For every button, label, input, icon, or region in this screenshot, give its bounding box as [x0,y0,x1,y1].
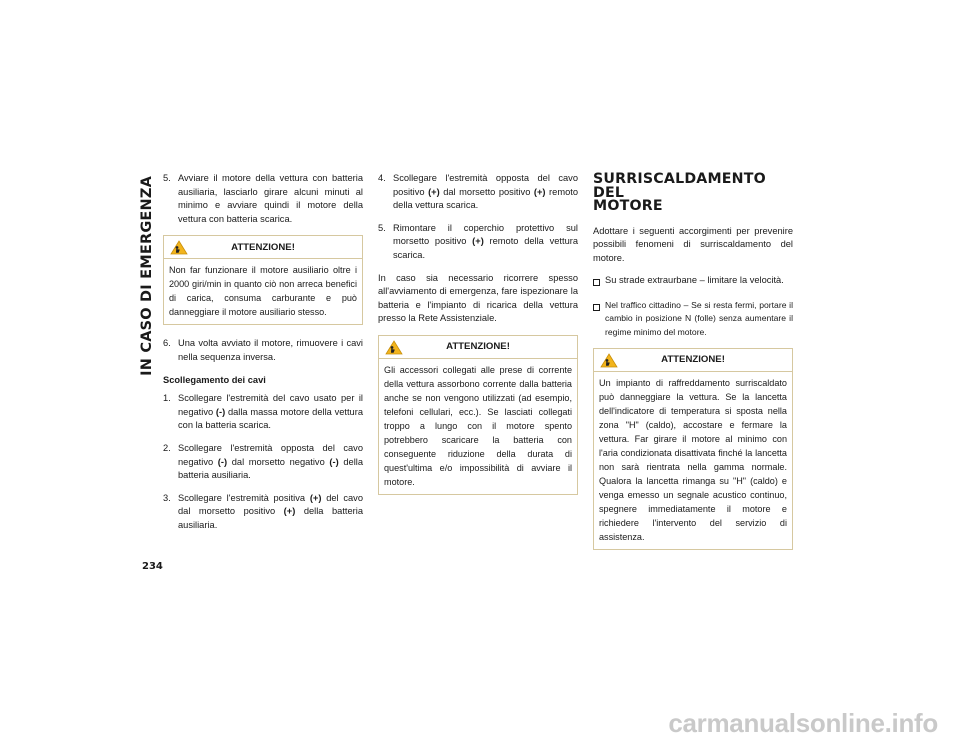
page-number: 234 [142,561,163,572]
section-title: SURRISCALDAMENTO DEL MOTORE [593,171,766,214]
intro-paragraph: Adottare i seguenti accorgimenti per prevenire possibili fenomeni di surriscaldamento del motore. [593,225,793,263]
warning-box-accessories [378,335,578,495]
step-5: 5. Avviare il motore della vettura con batteria ausiliaria, lasciarlo girare alcuni minuti al minimo e avviare quindi il motore della vettura con batteria scarica. [163,173,363,224]
warning-title: ATTENZIONE! [446,341,510,353]
disconnect-step-3: 3. Scollegare l'estremità positiva (+) del cavo dal morsetto positivo (+) della batteria ausiliaria. [163,492,363,530]
warning-body: Gli accessori collegati alle prese di corrente della vettura assorbono corrente dalla batteria anche se non vengono utilizzati (ad esempio, telefoni cellulari, ecc.). Se lasciati collegati troppo a lungo con il motore spento potrebbero scaricare la batteria con conseguente riduzione della durata di quest'ultima e/o impossibilità di avviare il motore. [384,364,572,487]
step-6: 6. Una volta avviato il motore, rimuovere i cavi nella sequenza inversa. [163,338,363,362]
warning-header [379,336,577,359]
warning-triangle-icon [385,340,403,355]
section-label: IN CASO DI EMERGENZA [139,176,155,376]
warning-title: ATTENZIONE! [231,241,295,253]
bullet-item: Su strade extraurbane – limitare la velocità. [593,274,793,291]
disconnect-step-2: 2. Scollegare l'estremità opposta del cavo negativo (-) dal morsetto negativo (-) della batteria ausiliaria. [163,442,363,481]
column-2 [378,172,578,507]
warning-box-rpm [163,235,363,325]
subheading-disconnect: Scollegamento dei cavi [163,374,266,385]
section-sidebar [138,176,156,566]
warning-triangle-icon [600,353,618,368]
warning-box-overheating [593,348,793,550]
column-3 [593,172,793,562]
bullet-item: Nel traffico cittadino – Se si resta fermi, portare il cambio in posizione N (folle) senza aumentare il regime minimo del motore. [593,299,793,340]
disconnect-step-1: 1. Scollegare l'estremità del cavo usato per il negativo (-) dalla massa motore della vettura con la batteria scarica. [163,393,363,431]
checkbox-bullet-icon [593,299,605,340]
warning-triangle-icon [170,240,188,255]
warning-body: Non far funzionare il motore ausiliario oltre i 2000 giri/min in quanto ciò non arreca benefici di carica, consuma carburante e può danneggiare il motore ausiliario stesso. [169,265,357,318]
warning-title: ATTENZIONE! [661,353,725,365]
disconnect-step-4: 4. Scollegare l'estremità opposta del cavo positivo (+) dal morsetto positivo (+) remoto della vettura scarica. [378,173,578,211]
warning-header [594,349,792,372]
column-1 [163,172,363,542]
watermark: carmanualsonline.info [668,708,938,738]
disconnect-step-5: 5. Rimontare il coperchio protettivo sul morsetto positivo (+) remoto della vettura scarica. [378,222,579,260]
warning-body: Un impianto di raffreddamento surriscaldato può danneggiare la vettura. Se la lancetta dell'indicatore di temperatura si sposta nella zona "H" (caldo), accostare e fermare la vettura. Far girare il motore al minimo con l'aria condizionata disattivata finché la lancetta non sarà rientrata nella gamma normale. Qualora la lancetta rimanga su "H" (caldo) e venga emesso un segnale acustico continuo, spegnere immediatamente il motore e richiedere l'intervento del servizio di assistenza. [599,377,787,542]
warning-header [164,236,362,259]
service-paragraph: In caso sia necessario ricorrere spesso all'avviamento di emergenza, fare ispezionare la batteria e l'impianto di ricarica della vettura presso la Rete Assistenziale. [378,272,578,324]
checkbox-bullet-icon [593,274,605,291]
